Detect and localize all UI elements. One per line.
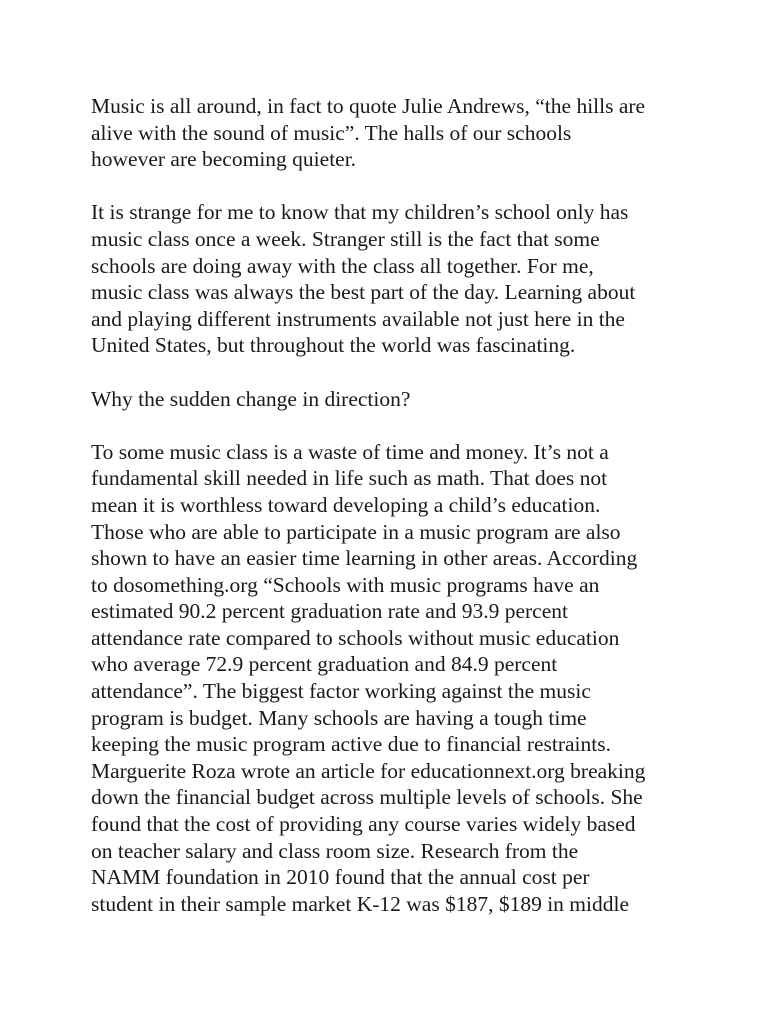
document-body xyxy=(91,93,691,944)
paragraph-personal xyxy=(91,199,691,359)
text-line: NAMM foundation in 2010 found that the annual cost per xyxy=(91,865,590,890)
paragraph-question xyxy=(91,386,691,413)
text-line: schools are doing away with the class all together. For me, xyxy=(91,253,594,278)
text-line: United States, but throughout the world was fascinating. xyxy=(91,333,576,358)
text-line: Why the sudden change in direction? xyxy=(91,386,411,411)
text-line: To some music class is a waste of time and money. It’s not a xyxy=(91,439,609,464)
text-line: shown to have an easier time learning in other areas. According xyxy=(91,546,638,571)
text-line: on teacher salary and class room size. Research from the xyxy=(91,838,579,863)
paragraph-argument xyxy=(91,439,691,918)
text-line: student in their sample market K-12 was $187, $189 in middle xyxy=(91,891,630,916)
paragraph-intro xyxy=(91,93,691,173)
text-line: who average 72.9 percent graduation and 84.9 percent xyxy=(91,652,558,677)
text-line: Those who are able to participate in a music program are also xyxy=(91,519,621,544)
text-line: music class once a week. Stranger still is the fact that some xyxy=(91,226,600,251)
text-line: however are becoming quieter. xyxy=(91,147,357,172)
text-line: attendance”. The biggest factor working against the music xyxy=(91,679,591,704)
text-line: down the financial budget across multiple levels of schools. She xyxy=(91,785,643,810)
text-line: alive with the sound of music”. The halls of our schools xyxy=(91,120,572,145)
text-line: to dosomething.org “Schools with music programs have an xyxy=(91,572,600,597)
text-line: fundamental skill needed in life such as math. That does not xyxy=(91,466,608,491)
text-line: attendance rate compared to schools without music education xyxy=(91,625,620,650)
text-line: Marguerite Roza wrote an article for educationnext.org breaking xyxy=(91,758,646,783)
text-line: mean it is worthless toward developing a child’s education. xyxy=(91,492,601,517)
text-line: found that the cost of providing any course varies widely based xyxy=(91,812,636,837)
text-line: program is budget. Many schools are having a tough time xyxy=(91,705,587,730)
text-line: It is strange for me to know that my children’s school only has xyxy=(91,200,629,225)
text-line: music class was always the best part of the day. Learning about xyxy=(91,280,636,305)
text-line: keeping the music program active due to financial restraints. xyxy=(91,732,611,757)
text-line: estimated 90.2 percent graduation rate and 93.9 percent xyxy=(91,599,568,624)
text-line: and playing different instruments available not just here in the xyxy=(91,306,625,331)
text-line: Music is all around, in fact to quote Julie Andrews, “the hills are xyxy=(91,94,646,118)
